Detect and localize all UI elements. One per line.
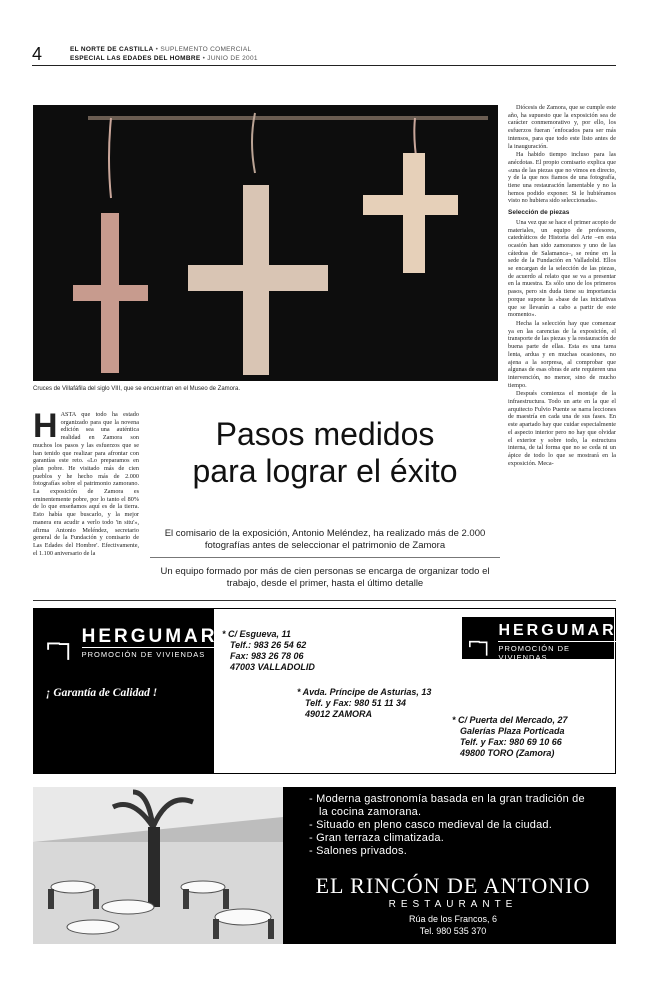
- page-number: 4: [32, 44, 43, 64]
- paragraph: Diócesis de Zamora, que se cumple este año, ha supuesto que la exposición sea de carácter conmemorativo y, por ello, los esfuerzos fueran ´enfocados para ser más intensos, para que todo este listo antes de la inauguración.: [508, 104, 616, 150]
- article-subhead-2: Un equipo formado por más de cien personas se encarga de organizar todo el trabajo, desde el primer, hasta el último detalle: [160, 566, 490, 589]
- office-city: 47003 VALLADOLID: [230, 662, 315, 672]
- list-item: la cocina zamorana.: [319, 806, 422, 818]
- office-street: * C/ Puerta del Mercado, 27: [452, 715, 568, 725]
- supplement-label: • SUPLEMENTO COMERCIAL: [155, 46, 252, 53]
- crosses-illustration: [33, 105, 498, 381]
- hergumar-logo-secondary: [462, 617, 617, 662]
- restaurant-features: [309, 793, 614, 858]
- publication-name: EL NORTE DE CASTILLA: [70, 46, 154, 53]
- list-item: - Salones privados.: [309, 845, 407, 857]
- office-city: 49012 ZAMORA: [305, 709, 373, 719]
- drop-cap: H: [33, 407, 58, 445]
- office-fax: Fax: 983 26 78 06: [230, 651, 304, 661]
- office-phone: Telf. y Fax: 980 51 11 34: [305, 698, 407, 708]
- hergumar-ad: [33, 608, 616, 774]
- restaurant-address: Rúa de los Francos, 6: [408, 914, 498, 924]
- paragraph: Una vez que se hace el primer acopio de materiales, un equipo de profesores, catedráticos de Historia del Arte –en esta ocasión han sido zamoranos y uno de las cátedras de Salamanca–, se reúne en la sede de la Fundación en Valladolid. Ellos se encargan de la selección de las piezas, de acuerdo al relato que se va a presentar en la muestra. Es sólo uno de los primeros pasos, pero sin duda tiene su importancia porque supone la «base de las iniciativas que se llevarán a cabo a partir de este momento».: [508, 218, 616, 319]
- lead-paragraph: ASTA que todo ha estado organizado para que la novena edición sea una auténtica realidad en Zamora son muchos los pasos y las esfuerzos que se han tenido que realizar para afrontar con garantías este reto. «Lo preparamos en plan pobre. He visitado más de cien pueblos y he hecho más de 2.000 fotografías sobre el patrimonio zamorano. La exposición de Zamora es eminentemente pobre, por lo tanto el 80% de lo que enseñamos aquí es de la tierra. Esto había que buscarlo, y la mejor manera era acudir a verlo todo 'in situ'», afirma Antonio Meléndez, secretario general de la Fundación y comisario de Las Edades del Hombre'. Efectivamente, el 1.100 aniversario de la: [33, 411, 139, 557]
- office-street: * C/ Esgueva, 11: [222, 629, 291, 639]
- office-toro: [452, 715, 568, 759]
- restaurant-subtitle: RESTAURANTE: [388, 899, 518, 910]
- list-item: - Gran terraza climatizada.: [309, 832, 444, 844]
- photo-caption: Cruces de Villafáfila del siglo VIII, que se encuentran en el Museo de Zamora.: [33, 386, 241, 392]
- paragraph: Ha habido tiempo incluso para las anécdotas. El propio comisario explica que «una de las piezas que no vimos en directo, y de la que nos fiamos de una fotografía, tiene una restauración lamentable y no la hemos podido exponer. Si le hubiéramos visto no hubiera sido seleccionada».: [508, 151, 616, 205]
- hergumar-brand: HERGUMAR: [81, 626, 218, 647]
- office-zamora: [297, 687, 431, 720]
- hergumar-tagline: PROMOCIÓN DE VIVIENDAS: [82, 647, 218, 659]
- article-subhead-1: El comisario de la exposición, Antonio Meléndez, ha realizado más de 2.000 fotografías antes de seleccionar el patrimonio de Zamora: [150, 528, 500, 558]
- crosses-photo: [33, 105, 498, 381]
- quality-guarantee: ¡ Garantía de Calidad !: [46, 687, 158, 699]
- restaurant-phone: Tel. 980 535 370: [419, 926, 487, 936]
- hergumar-brand-panel: [34, 609, 218, 773]
- office-phone: Telf. y Fax: 980 69 10 66: [460, 737, 562, 747]
- headline-line-2: para lograr el éxito: [192, 453, 458, 489]
- hergumar-brand: HERGUMAR: [498, 622, 617, 639]
- office-city: 49800 TORO (Zamora): [460, 748, 555, 758]
- special-title: ESPECIAL LAS EDADES DEL HOMBRE: [70, 55, 201, 62]
- page-header: [32, 44, 616, 66]
- hergumar-tagline: PROMOCIÓN DE VIVIENDAS: [498, 641, 616, 662]
- restaurant-photo: [33, 787, 283, 944]
- office-building: Galerías Plaza Porticada: [460, 726, 565, 736]
- hergumar-logo-icon: ⌐┐: [46, 627, 76, 658]
- hergumar-logo-icon: ⌐┐: [468, 628, 493, 654]
- restaurant-ad: [33, 787, 616, 944]
- issue-date: • JUNIO DE 2001: [202, 55, 258, 62]
- paragraph: Hecha la selección hay que comenzar ya en las carencias de la exposición, el transporte de las piezas y la restauración de buena parte de ellas. Esta es una tarea lenta, ardua y en muchas ocasiones, no ajena a la sorpresa, al comprobar que algunas de esas obras de arte requieren una intervención, no menor, sino de mucho tiempo.: [508, 319, 616, 389]
- list-item: - Situado en pleno casco medieval de la ciudad.: [309, 819, 552, 831]
- restaurant-contact: [293, 913, 613, 937]
- section-divider: [33, 600, 616, 601]
- office-street: * Avda. Príncipe de Asturias, 13: [297, 687, 432, 697]
- section-heading: Selección de piezas: [508, 209, 570, 217]
- header-publication: [70, 45, 258, 63]
- restaurant-terrace-illustration: [33, 787, 283, 944]
- headline-line-1: Pasos medidos: [215, 416, 435, 452]
- office-valladolid: [222, 629, 315, 673]
- hergumar-logo: [46, 627, 218, 659]
- paragraph: Después comienza el montaje de la infraestructura. Todo un arte en la que el arquitecto Fulvio Puente se narra lecciones de maestría en cada una de sus fases. En este apartado hay que cuidar especialmente el aspecto interior pero no hay que olvidar el exterior y sobre todo, la estructura interna, de tal forma que no se ceda ni un ápice de todo lo que se mostrará en la exposición. Meca-: [508, 390, 616, 467]
- restaurant-name: EL RINCÓN DE ANTONIO: [315, 873, 591, 898]
- list-item: - Moderna gastronomía basada en la gran tradición de: [309, 793, 585, 805]
- left-column: [33, 407, 139, 557]
- article-headline: [150, 416, 500, 490]
- right-column: [508, 104, 616, 468]
- office-phone: Telf.: 983 26 54 62: [230, 640, 307, 650]
